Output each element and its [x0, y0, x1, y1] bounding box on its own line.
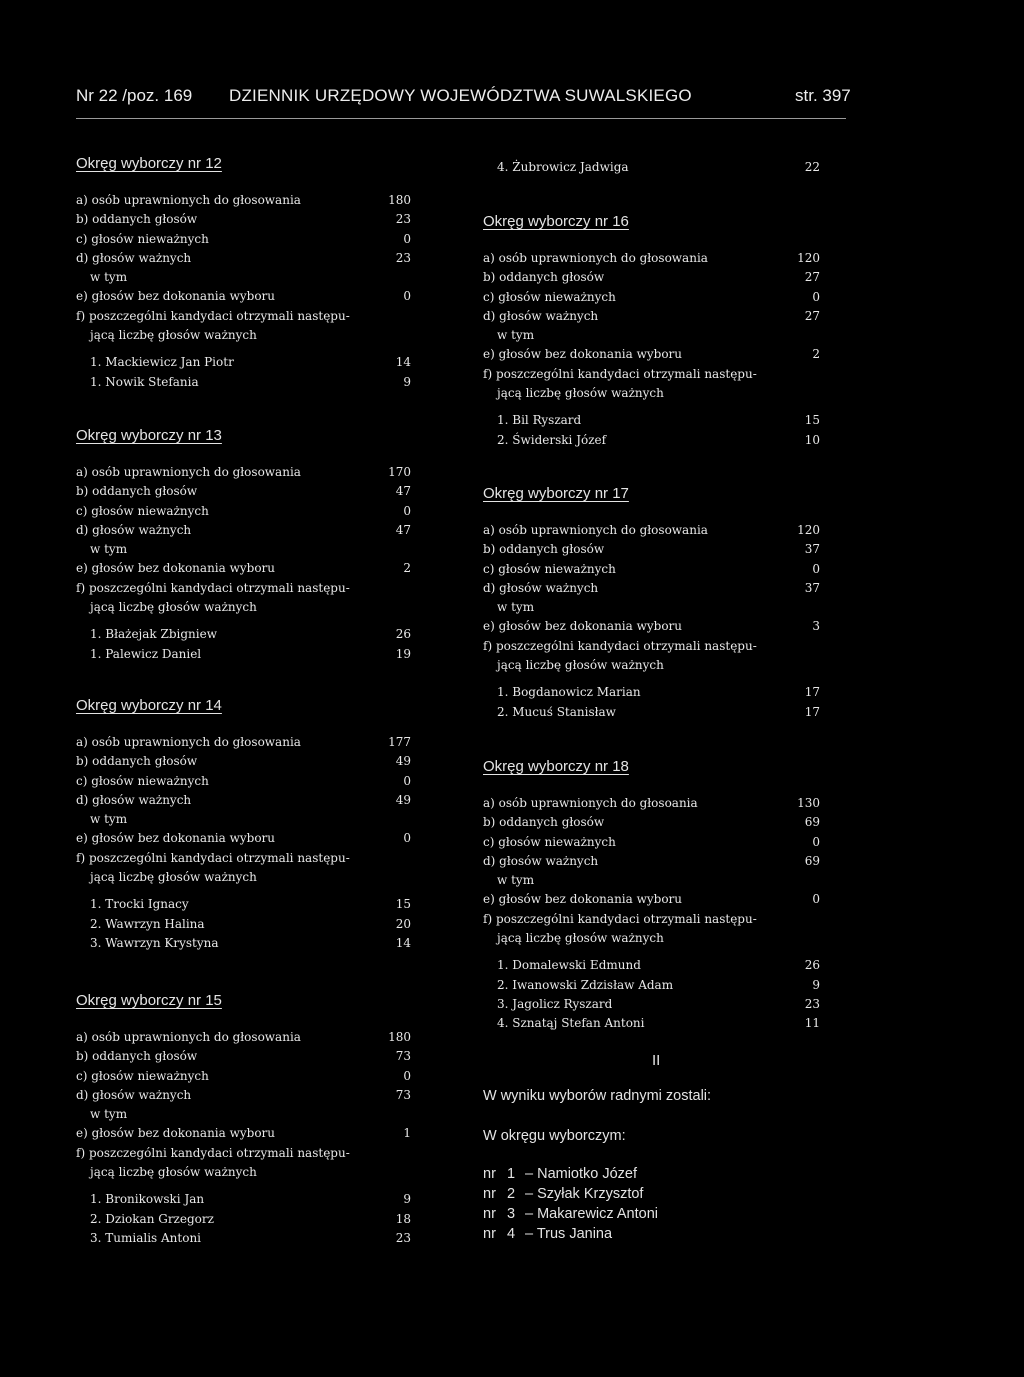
stat-value: 27 [804, 308, 820, 323]
stat-label: f) poszczególni kandydaci otrzymali następu- [76, 580, 350, 595]
stat-label: e) głosów bez dokonania wyboru [76, 561, 276, 576]
stat-row [483, 890, 820, 909]
stat-row [483, 345, 820, 364]
stat-label: a) osób uprawnionych do głosowania [76, 465, 301, 479]
stat-value: 49 [395, 754, 411, 769]
district-18 [483, 758, 820, 1034]
district-title: Okręg wyborczy nr 13 [76, 427, 222, 444]
elected-row [483, 1224, 658, 1244]
stat-row [76, 1124, 411, 1143]
stat-row [76, 502, 411, 521]
district-15 [76, 992, 411, 1248]
stat-value: 0 [812, 892, 820, 907]
stat-label: a) osób uprawnionych do głosoania [483, 796, 698, 810]
stat-row [76, 1163, 411, 1182]
candidate-row [76, 1210, 411, 1229]
stat-label: d) głosów ważnych [76, 522, 192, 537]
stat-value: 73 [395, 1087, 411, 1102]
stat-row [483, 249, 820, 268]
candidate-name: 2. Wawrzyn Halina [90, 916, 205, 931]
stat-row [483, 794, 820, 813]
stat-label: b) oddanych głosów [483, 815, 605, 830]
stat-row [483, 813, 820, 832]
candidate-row [483, 703, 820, 722]
candidate-votes: 9 [403, 374, 411, 389]
elected-name: – Szyłak Krzysztof [525, 1186, 644, 1202]
stat-row [76, 210, 411, 229]
candidate-name: 2. Dziokan Grzegorz [90, 1211, 214, 1226]
candidate-votes: 22 [804, 160, 820, 174]
candidate-row [76, 373, 411, 392]
elected-number: 1 [507, 1166, 516, 1182]
candidate-votes: 11 [804, 1016, 820, 1031]
stat-value: 0 [812, 289, 820, 304]
stat-value: 69 [804, 815, 820, 830]
spacer [483, 948, 820, 956]
spacer [76, 1182, 411, 1190]
elected-number: 2 [507, 1186, 516, 1202]
candidate-votes: 20 [395, 916, 411, 931]
stat-label: f) poszczególni kandydaci otrzymali następu- [76, 850, 350, 865]
stat-value: 23 [395, 250, 411, 265]
stat-label: e) głosów bez dokonania wyboru [483, 619, 683, 634]
stat-row [483, 384, 820, 403]
stat-label: c) głosów nieważnych [76, 1068, 209, 1083]
stat-value: 0 [812, 561, 820, 576]
candidate-row [76, 645, 411, 664]
spacer [76, 345, 411, 353]
stat-label: f) poszczególni kandydaci otrzymali następu- [76, 308, 350, 323]
candidate-row [483, 683, 820, 702]
candidate-row [483, 1014, 820, 1033]
district-14 [76, 697, 411, 953]
candidate-row [76, 1190, 411, 1209]
stat-label: b) oddanych głosów [483, 542, 605, 557]
stat-value: 0 [403, 831, 411, 846]
candidate-row [483, 431, 820, 450]
stat-row [76, 1067, 411, 1086]
stat-row [76, 1028, 411, 1047]
result-intro: W wyniku wyborów radnymi zostali: [483, 1088, 712, 1104]
stat-value: 2 [403, 561, 411, 576]
candidate-votes: 23 [804, 996, 820, 1011]
stat-label: a) osób uprawnionych do głosowania [76, 193, 301, 207]
stat-value: 2 [812, 347, 820, 362]
stat-label: f) poszczególni kandydaci otrzymali następu- [483, 638, 757, 653]
stat-row [76, 1144, 411, 1163]
candidate-name: 1. Błażejak Zbigniew [90, 627, 217, 642]
prev-district-candidate [483, 158, 820, 177]
candidate-name: 2. Iwanowski Zdzisław Adam [497, 977, 674, 992]
stat-label: d) głosów ważnych [483, 308, 599, 323]
elected-nr-label: nr [483, 1206, 496, 1222]
candidate-votes: 26 [804, 958, 820, 973]
elected-row [483, 1204, 658, 1224]
stat-row [483, 560, 820, 579]
district-title: Okręg wyborczy nr 16 [483, 213, 629, 230]
stat-label: c) głosów nieważnych [483, 561, 616, 576]
spacer [483, 675, 820, 683]
stat-row [483, 637, 820, 656]
stat-row [483, 833, 820, 852]
stat-row [76, 230, 411, 249]
elected-row [483, 1164, 658, 1184]
stat-value: 47 [395, 484, 411, 499]
stat-row [483, 326, 820, 345]
candidate-name: 1. Bogdanowicz Marian [497, 685, 641, 700]
stat-value: 120 [797, 523, 820, 537]
stat-row [76, 579, 411, 598]
stat-value: 180 [388, 1030, 411, 1044]
stat-row [483, 871, 820, 890]
stat-label: c) głosów nieważnych [76, 231, 209, 246]
stat-row [483, 598, 820, 617]
stat-row [483, 540, 820, 559]
stat-label: c) głosów nieważnych [483, 289, 616, 304]
stat-label: c) głosów nieważnych [76, 773, 209, 788]
candidate-row [483, 956, 820, 975]
candidate-name: 1. Palewicz Daniel [90, 646, 202, 661]
stat-row [76, 1047, 411, 1066]
candidate-votes: 15 [395, 897, 411, 912]
elected-number: 4 [507, 1226, 516, 1242]
stat-value: 1 [403, 1126, 411, 1141]
candidate-row [76, 625, 411, 644]
candidate-name: 3. Tumialis Antoni [90, 1230, 202, 1245]
candidate-name: 4. Żubrowicz Jadwiga [497, 160, 629, 174]
candidate-votes: 17 [804, 685, 820, 700]
candidate-row [76, 915, 411, 934]
stat-label: d) głosów ważnych [76, 250, 192, 265]
stat-row [483, 929, 820, 948]
header-issue-number: Nr 22 /poz. 169 [76, 86, 193, 105]
elected-nr-label: nr [483, 1186, 496, 1202]
stat-row [76, 521, 411, 540]
candidate-row [76, 1229, 411, 1248]
header-title: DZIENNIK URZĘDOWY WOJEWÓDZTWA SUWALSKIEGO [229, 86, 692, 105]
stat-row [76, 868, 411, 887]
stat-row [483, 617, 820, 636]
stat-value: 180 [388, 193, 411, 207]
candidate-name: 1. Bil Ryszard [497, 413, 582, 428]
stat-label: w tym [90, 270, 128, 285]
stat-label: f) poszczególni kandydaci otrzymali następu- [483, 366, 757, 381]
stat-row [76, 268, 411, 287]
district-title: Okręg wyborczy nr 14 [76, 697, 222, 714]
candidate-votes: 9 [812, 977, 820, 992]
stat-row [483, 910, 820, 929]
stat-row [76, 249, 411, 268]
candidate-votes: 23 [395, 1230, 411, 1245]
candidate-votes: 17 [804, 704, 820, 719]
candidate-row [76, 895, 411, 914]
stat-value: 0 [403, 231, 411, 246]
stat-label: jącą liczbę głosów ważnych [90, 328, 257, 343]
result-district-heading: W okręgu wyborczym: [483, 1128, 626, 1144]
stat-row [76, 1105, 411, 1124]
stat-label: b) oddanych głosów [483, 270, 605, 285]
candidate-row [76, 353, 411, 372]
elected-list [483, 1164, 658, 1244]
spacer [76, 887, 411, 895]
stat-row [483, 288, 820, 307]
stat-label: jącą liczbę głosów ważnych [497, 931, 664, 946]
stat-value: 130 [797, 796, 820, 810]
stat-label: e) głosów bez dokonania wyboru [483, 347, 683, 362]
stat-label: f) poszczególni kandydaci otrzymali następu- [483, 911, 757, 926]
elected-nr-label: nr [483, 1226, 496, 1242]
candidate-name: 1. Mackiewicz Jan Piotr [90, 355, 234, 370]
stat-value: 37 [804, 580, 820, 595]
candidate-row [483, 995, 820, 1014]
candidate-votes: 14 [395, 355, 411, 370]
stat-value: 69 [804, 853, 820, 868]
stat-label: a) osób uprawnionych do głosowania [483, 251, 708, 265]
stat-label: d) głosów ważnych [483, 853, 599, 868]
stat-value: 170 [388, 465, 411, 479]
candidate-row [76, 934, 411, 953]
stat-row [76, 1086, 411, 1105]
elected-number: 3 [507, 1206, 516, 1222]
district-17 [483, 485, 820, 722]
header-page-number: str. 397 [795, 86, 851, 105]
stat-value: 47 [395, 522, 411, 537]
stat-label: e) głosów bez dokonania wyboru [483, 892, 683, 907]
stat-row [483, 307, 820, 326]
stat-row [76, 598, 411, 617]
candidate-name: 1. Nowik Stefania [90, 374, 199, 389]
stat-row [76, 191, 411, 210]
candidate-name: 1. Trocki Ignacy [90, 897, 189, 912]
stat-label: w tym [90, 542, 128, 557]
stat-row [483, 656, 820, 675]
stat-label: e) głosów bez dokonania wyboru [76, 1126, 276, 1141]
stat-value: 177 [388, 735, 411, 749]
stat-label: jącą liczbę głosów ważnych [90, 870, 257, 885]
stat-value: 73 [395, 1049, 411, 1064]
stat-label: b) oddanych głosów [76, 754, 198, 769]
stat-label: a) osób uprawnionych do głosowania [76, 1030, 301, 1044]
stat-label: w tym [497, 600, 535, 615]
stat-label: c) głosów nieważnych [483, 834, 616, 849]
stat-label: jącą liczbę głosów ważnych [497, 658, 664, 673]
stat-value: 0 [403, 773, 411, 788]
stat-value: 0 [403, 1068, 411, 1083]
stat-row [76, 559, 411, 578]
district-title: Okręg wyborczy nr 17 [483, 485, 629, 502]
stat-row [483, 521, 820, 540]
stat-label: jącą liczbę głosów ważnych [497, 386, 664, 401]
stat-value: 3 [812, 619, 820, 634]
candidate-name: 4. Sznatąj Stefan Antoni [497, 1016, 645, 1031]
candidate-name: 3. Wawrzyn Krystyna [90, 935, 219, 950]
stat-row [483, 579, 820, 598]
spacer [483, 403, 820, 411]
candidate-name: 3. Jagolicz Ryszard [497, 996, 613, 1011]
stat-row [76, 287, 411, 306]
spacer [76, 617, 411, 625]
stat-row [76, 463, 411, 482]
stat-label: d) głosów ważnych [483, 580, 599, 595]
district-16 [483, 213, 820, 450]
stat-row [76, 849, 411, 868]
district-title: Okręg wyborczy nr 15 [76, 992, 222, 1009]
stat-row [76, 307, 411, 326]
district-12 [76, 155, 411, 392]
stat-label: b) oddanych głosów [76, 212, 198, 227]
candidate-row [483, 411, 820, 430]
stat-label: w tym [497, 873, 535, 888]
stat-label: d) głosów ważnych [76, 792, 192, 807]
elected-row [483, 1184, 658, 1204]
elected-name: – Namiotko Józef [525, 1166, 638, 1182]
candidate-name: 2. Świderski Józef [497, 432, 607, 447]
stat-label: c) głosów nieważnych [76, 503, 209, 518]
stat-row [483, 365, 820, 384]
candidate-name: 1. Bronikowski Jan [90, 1192, 205, 1207]
stat-row [483, 268, 820, 287]
district-title: Okręg wyborczy nr 12 [76, 155, 222, 172]
candidate-row [483, 976, 820, 995]
stat-row [76, 482, 411, 501]
candidate-name: 1. Domalewski Edmund [497, 958, 641, 973]
stat-label: w tym [90, 1107, 128, 1122]
stat-value: 0 [403, 503, 411, 518]
stat-label: a) osób uprawnionych do głosowania [76, 735, 301, 749]
stat-value: 23 [395, 212, 411, 227]
stat-label: b) oddanych głosów [76, 484, 198, 499]
stat-label: d) głosów ważnych [76, 1087, 192, 1102]
stat-row [76, 829, 411, 848]
stat-value: 27 [804, 270, 820, 285]
stat-label: a) osób uprawnionych do głosowania [483, 523, 708, 537]
candidate-votes: 19 [395, 646, 411, 661]
stat-value: 120 [797, 251, 820, 265]
stat-label: jącą liczbę głosów ważnych [90, 1165, 257, 1180]
stat-label: b) oddanych głosów [76, 1049, 198, 1064]
elected-nr-label: nr [483, 1166, 496, 1182]
stat-row [483, 852, 820, 871]
section-number: II [652, 1052, 661, 1069]
stat-value: 49 [395, 792, 411, 807]
stat-value: 37 [804, 542, 820, 557]
stat-label: jącą liczbę głosów ważnych [90, 600, 257, 615]
candidate-name: 2. Mucuś Stanisław [497, 704, 616, 719]
candidate-votes: 10 [804, 432, 820, 447]
candidate-votes: 26 [395, 627, 411, 642]
stat-value: 0 [403, 289, 411, 304]
stat-label: w tym [497, 328, 535, 343]
stat-row [76, 791, 411, 810]
stat-row [76, 326, 411, 345]
stat-label: e) głosów bez dokonania wyboru [76, 831, 276, 846]
stat-value: 0 [812, 834, 820, 849]
stat-row [76, 752, 411, 771]
stat-row [76, 733, 411, 752]
stat-label: f) poszczególni kandydaci otrzymali następu- [76, 1145, 350, 1160]
stat-row [76, 540, 411, 559]
candidate-votes: 15 [804, 413, 820, 428]
header-rule [76, 118, 846, 119]
stat-label: w tym [90, 812, 128, 827]
district-13 [76, 427, 411, 664]
candidate-votes: 18 [395, 1211, 411, 1226]
candidate-votes: 9 [403, 1192, 411, 1207]
elected-name: – Makarewicz Antoni [525, 1206, 658, 1222]
stat-row [76, 772, 411, 791]
candidate-votes: 14 [395, 935, 411, 950]
elected-name: – Trus Janina [525, 1226, 613, 1242]
district-title: Okręg wyborczy nr 18 [483, 758, 629, 775]
stat-row [76, 810, 411, 829]
stat-label: e) głosów bez dokonania wyboru [76, 289, 276, 304]
